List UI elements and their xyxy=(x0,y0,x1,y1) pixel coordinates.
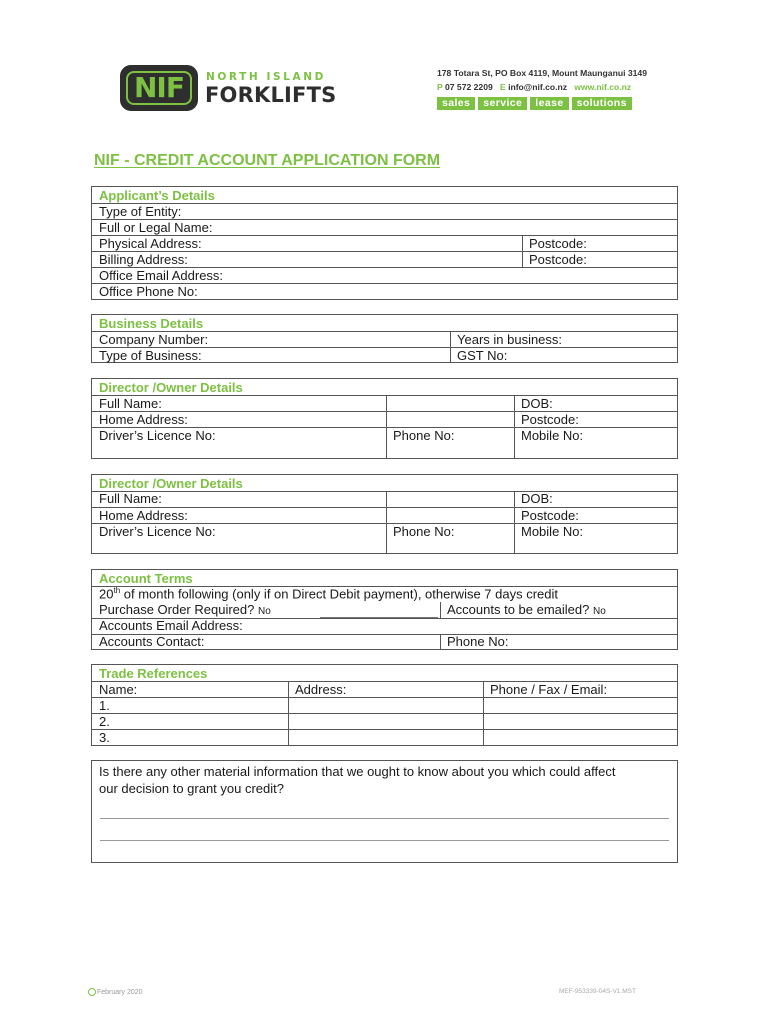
director-postcode-field[interactable]: Postcode: xyxy=(521,508,579,523)
column-name: Name: xyxy=(99,682,138,697)
logo-mark: NIF xyxy=(134,71,184,104)
billing-postcode-field[interactable]: Postcode: xyxy=(529,252,587,267)
contact-line xyxy=(437,82,657,92)
office-email-field[interactable]: Office Email Address: xyxy=(99,268,224,283)
company-website[interactable]: www.nif.co.nz xyxy=(574,82,632,92)
office-phone-field[interactable]: Office Phone No: xyxy=(99,284,198,299)
company-email[interactable]: info@nif.co.nz xyxy=(508,82,568,92)
footer-logo-icon xyxy=(88,988,96,996)
director-home-address-field[interactable]: Home Address: xyxy=(99,412,188,427)
account-terms-section xyxy=(91,569,678,650)
logo-line2: FORKLIFTS xyxy=(205,83,337,107)
terms-text: 20th of month following (only if on Direct Debit payment), otherwise 7 days credit xyxy=(99,586,559,602)
tag-solutions: solutions xyxy=(572,97,632,110)
logo-badge xyxy=(120,65,198,111)
trade-reference-row[interactable]: 2. xyxy=(99,714,110,729)
email-prefix: E xyxy=(499,82,506,92)
column-contact: Phone / Fax / Email: xyxy=(490,682,608,697)
director-licence-field[interactable]: Driver’s Licence No: xyxy=(99,428,216,443)
billing-address-field[interactable]: Billing Address: xyxy=(99,252,188,267)
tag-service: service xyxy=(478,97,527,110)
section-heading: Business Details xyxy=(99,316,204,331)
director-full-name-field[interactable]: Full Name: xyxy=(99,491,162,506)
director-details-section-1 xyxy=(91,378,678,459)
tag-lease: lease xyxy=(530,97,568,110)
director-phone-field[interactable]: Phone No: xyxy=(393,524,455,539)
director-dob-field[interactable]: DOB: xyxy=(521,396,553,411)
accounts-contact-field[interactable]: Accounts Contact: xyxy=(99,634,205,649)
footer-date: February 2020 xyxy=(88,988,143,996)
contact-block xyxy=(437,68,657,109)
logo-line1: NORTH ISLAND xyxy=(206,71,326,83)
divider xyxy=(440,634,441,649)
phone-prefix: P xyxy=(437,82,443,92)
divider xyxy=(92,697,677,698)
other-information-section xyxy=(91,760,678,863)
answer-line[interactable] xyxy=(100,840,669,841)
director-mobile-field[interactable]: Mobile No: xyxy=(521,428,584,443)
divider xyxy=(92,491,677,492)
po-required-field[interactable]: Purchase Order Required? No xyxy=(99,602,271,617)
section-heading: Trade References xyxy=(99,666,208,681)
type-of-business-field[interactable]: Type of Business: xyxy=(99,348,202,363)
section-heading: Applicant’s Details xyxy=(99,188,215,203)
section-heading: Account Terms xyxy=(99,571,193,586)
company-number-field[interactable]: Company Number: xyxy=(99,332,209,347)
director-dob-field[interactable]: DOB: xyxy=(521,491,553,506)
section-heading: Director /Owner Details xyxy=(99,476,243,491)
director-phone-field[interactable]: Phone No: xyxy=(393,428,455,443)
column-address: Address: xyxy=(295,682,347,697)
divider xyxy=(92,395,677,396)
years-in-business-field[interactable]: Years in business: xyxy=(457,332,563,347)
divider xyxy=(386,491,387,553)
physical-postcode-field[interactable]: Postcode: xyxy=(529,236,587,251)
section-heading: Director /Owner Details xyxy=(99,380,243,395)
director-licence-field[interactable]: Driver’s Licence No: xyxy=(99,524,216,539)
divider xyxy=(92,729,677,730)
accounts-phone-field[interactable]: Phone No: xyxy=(447,634,509,649)
tag-sales: sales xyxy=(437,97,475,110)
applicant-details-section xyxy=(91,186,678,300)
accounts-emailed-field[interactable]: Accounts to be emailed? No xyxy=(447,602,606,617)
form-title: NIF - CREDIT ACCOUNT APPLICATION FORM xyxy=(94,152,441,169)
business-details-section xyxy=(91,314,678,363)
director-home-address-field[interactable]: Home Address: xyxy=(99,508,188,523)
accounts-emailed-value[interactable]: No xyxy=(593,606,606,617)
legal-name-field[interactable]: Full or Legal Name: xyxy=(99,220,213,235)
divider xyxy=(514,491,515,553)
other-info-question-line1: Is there any other material information that we ought to know about you which could affect xyxy=(99,764,616,779)
company-logo xyxy=(120,65,337,111)
director-mobile-field[interactable]: Mobile No: xyxy=(521,524,584,539)
gst-number-field[interactable]: GST No: xyxy=(457,348,508,363)
company-phone: 07 572 2209 xyxy=(444,82,493,92)
trade-reference-row[interactable]: 3. xyxy=(99,730,110,745)
physical-address-field[interactable]: Physical Address: xyxy=(99,236,202,251)
director-postcode-field[interactable]: Postcode: xyxy=(521,412,579,427)
type-of-entity-field[interactable]: Type of Entity: xyxy=(99,204,182,219)
company-address: 178 Totara St, PO Box 4119, Mount Maunganui 3149 xyxy=(437,68,647,78)
director-full-name-field[interactable]: Full Name: xyxy=(99,396,162,411)
divider xyxy=(440,602,441,618)
trade-reference-row[interactable]: 1. xyxy=(99,698,110,713)
director-details-section-2 xyxy=(91,474,678,554)
trade-references-section xyxy=(91,664,678,746)
divider xyxy=(92,713,677,714)
footer-document-code: MEF-953339-04S-V1.MST xyxy=(559,988,636,995)
po-required-value[interactable]: No xyxy=(257,606,271,617)
service-tags xyxy=(437,97,635,110)
accounts-email-field[interactable]: Accounts Email Address: xyxy=(99,618,243,633)
other-info-question-line2: our decision to grant you credit? xyxy=(99,781,284,796)
answer-line[interactable] xyxy=(100,818,669,819)
